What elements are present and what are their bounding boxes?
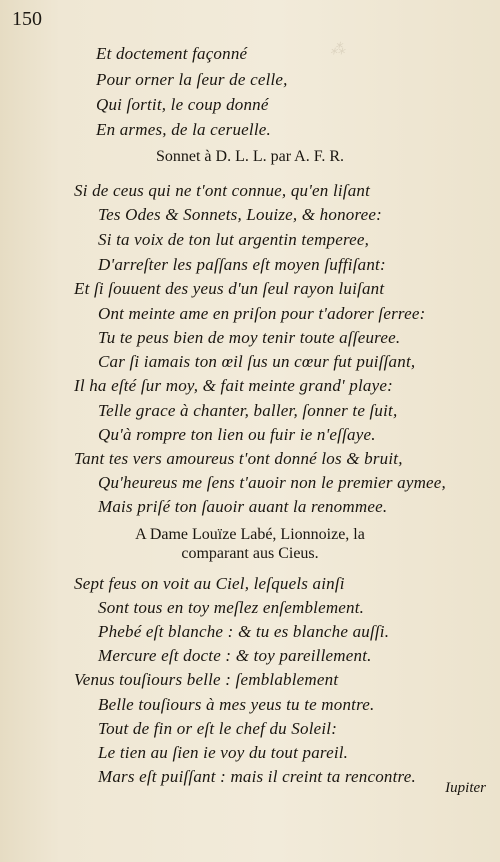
sonnet-line-12: Tant tes vers amoureus t'ont donné los & bruit, xyxy=(74,449,403,468)
poem-2-line-3: Phebé eſt blanche : & tu es blanche auſſi. xyxy=(98,622,390,641)
sonnet-line-2: Tes Odes & Sonnets, Louize, & honoree: xyxy=(98,205,382,224)
poem-2-line-4: Mercure eſt docte : & toy pareillement. xyxy=(98,646,372,665)
stanza-1-line-3: Qui ſortit, le coup donné xyxy=(96,95,269,114)
stanza-1-line-4: En armes, de la ceruelle. xyxy=(96,120,271,139)
sonnet-line-13: Qu'heureus me ſens t'auoir non le premier aymee, xyxy=(98,473,446,492)
catchword: Iupiter xyxy=(445,780,486,796)
poem-2-line-7: Tout de fin or eſt le chef du Soleil: xyxy=(98,719,338,738)
sonnet-line-14: Mais priſé ton ſauoir auant la renommee. xyxy=(98,497,388,516)
poem-2-line-2: Sont tous en toy meſlez enſemblement. xyxy=(98,598,365,617)
poem-2-title-line-1: A Dame Louïze Labé, Lionnoize, la xyxy=(135,526,365,543)
poem-2-line-8: Le tien au ſien ie voy du tout pareil. xyxy=(98,743,349,762)
poem-2-line-5: Venus touſiours belle : ſemblablement xyxy=(74,670,339,689)
poem-2-title-line-2: comparant aus Cieus. xyxy=(181,545,319,562)
page-number: 150 xyxy=(12,8,42,30)
stanza-1-line-2: Pour orner la ſeur de celle, xyxy=(96,70,288,89)
sonnet-line-9: Il ha eſté ſur moy, & fait meinte grand' playe: xyxy=(74,376,393,395)
sonnet-line-8: Car ſi iamais ton œil ſus un cœur fut puiſſant, xyxy=(98,352,416,371)
poem-2-line-6: Belle touſiours à mes yeus tu te montre. xyxy=(98,695,375,714)
sonnet-line-7: Tu te peus bien de moy tenir toute aſſeuree. xyxy=(98,328,401,347)
sonnet-line-5: Et ſi ſouuent des yeus d'un ſeul rayon luiſant xyxy=(74,279,385,298)
bleed-through-text: ⁂ xyxy=(330,42,345,58)
stanza-1-line-1: Et doctement façonné xyxy=(96,44,248,63)
sonnet-line-3: Si ta voix de ton lut argentin temperee, xyxy=(98,230,370,249)
poem-2-line-1: Sept feus on voit au Ciel, leſquels ainſi xyxy=(74,574,345,593)
poem-2-line-9: Mars eſt puiſſant : mais il creint ta rencontre. xyxy=(98,767,416,786)
sonnet-line-4: D'arreſter les paſſans eſt moyen ſuffiſant: xyxy=(98,255,386,274)
sonnet-line-1: Si de ceus qui ne t'ont connue, qu'en liſant xyxy=(74,181,371,200)
sonnet-line-6: Ont meinte ame en priſon pour t'adorer ſerree: xyxy=(98,304,426,323)
sonnet-line-11: Qu'à rompre ton lien ou fuir ie n'eſſaye. xyxy=(98,425,376,444)
sonnet-title: Sonnet à D. L. L. par A. F. R. xyxy=(155,148,345,165)
sonnet-line-10: Telle grace à chanter, baller, ſonner te ſuit, xyxy=(98,401,398,420)
